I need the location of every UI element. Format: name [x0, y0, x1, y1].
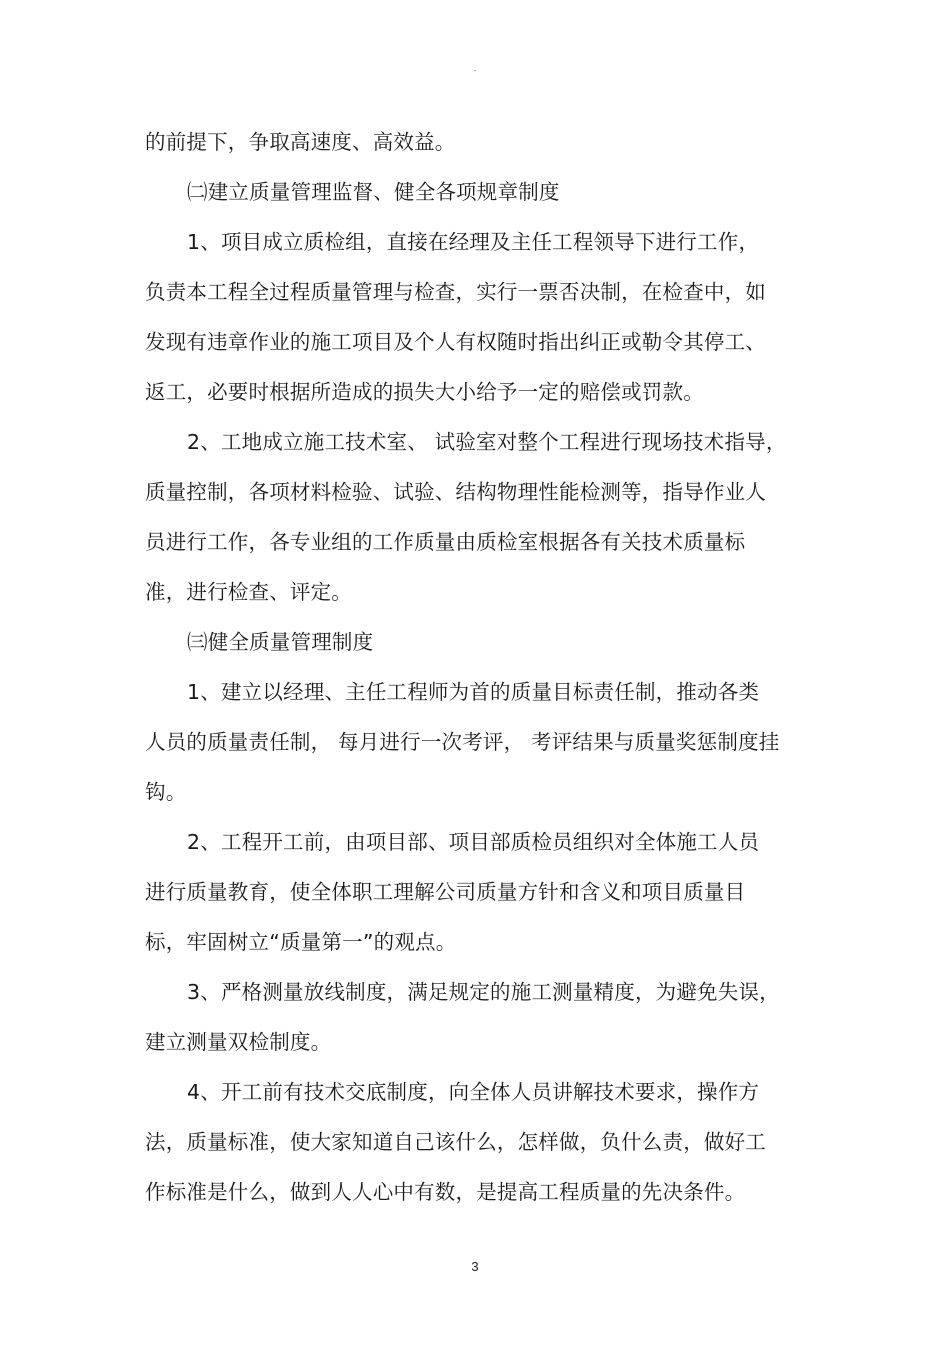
body-line: 准，进行检查、评定。	[145, 580, 352, 604]
body-line: 负责本工程全过程质量管理与检查，实行一票否决制，在检查中，如	[145, 280, 766, 304]
body-line: 人员的质量责任制， 每月进行一次考评， 考评结果与质量奖惩制度挂	[145, 730, 780, 754]
body-line: 1、建立以经理、主任工程师为首的质量目标责任制，推动各类	[187, 680, 760, 704]
body-line: 钩。	[145, 780, 187, 804]
body-line: 2、工地成立施工技术室、 试验室对整个工程进行现场技术指导，	[187, 430, 787, 454]
page-header-mark: -	[473, 66, 477, 76]
body-line: 法，质量标准，使大家知道自己该什么，怎样做，负什么责，做好工	[145, 1130, 766, 1154]
body-line: 的前提下，争取高速度、高效益。	[145, 130, 456, 154]
body-line: 4、开工前有技术交底制度，向全体人员讲解技术要求，操作方	[187, 1080, 760, 1104]
body-line: 员进行工作，各专业组的工作质量由质检室根据各有关技术质量标	[145, 530, 746, 554]
body-line: 标，牢固树立“质量第一”的观点。	[145, 930, 457, 954]
body-line: 发现有违章作业的施工项目及个人有权随时指出纠正或勒令其停工、	[145, 330, 766, 354]
body-line: 2、工程开工前，由项目部、项目部质检员组织对全体施工人员	[187, 830, 760, 854]
body-line: 返工，必要时根据所造成的损失大小给予一定的赔偿或罚款。	[145, 380, 704, 404]
body-line: 建立测量双检制度。	[145, 1030, 332, 1054]
body-line: 1、项目成立质检组，直接在经理及主任工程领导下进行工作，	[187, 230, 760, 254]
section-heading: ㈢健全质量管理制度	[187, 630, 374, 654]
body-line: 作标准是什么，做到人人心中有数，是提高工程质量的先决条件。	[145, 1180, 746, 1204]
page-number: 3	[471, 1259, 479, 1274]
body-line: 进行质量教育，使全体职工理解公司质量方针和含义和项目质量目	[145, 880, 746, 904]
body-line: 3、严格测量放线制度，满足规定的施工测量精度，为避免失误，	[187, 980, 780, 1004]
body-line: 质量控制，各项材料检验、试验、结构物理性能检测等，指导作业人	[145, 480, 766, 504]
section-heading: ㈡建立质量管理监督、健全各项规章制度	[187, 180, 560, 204]
